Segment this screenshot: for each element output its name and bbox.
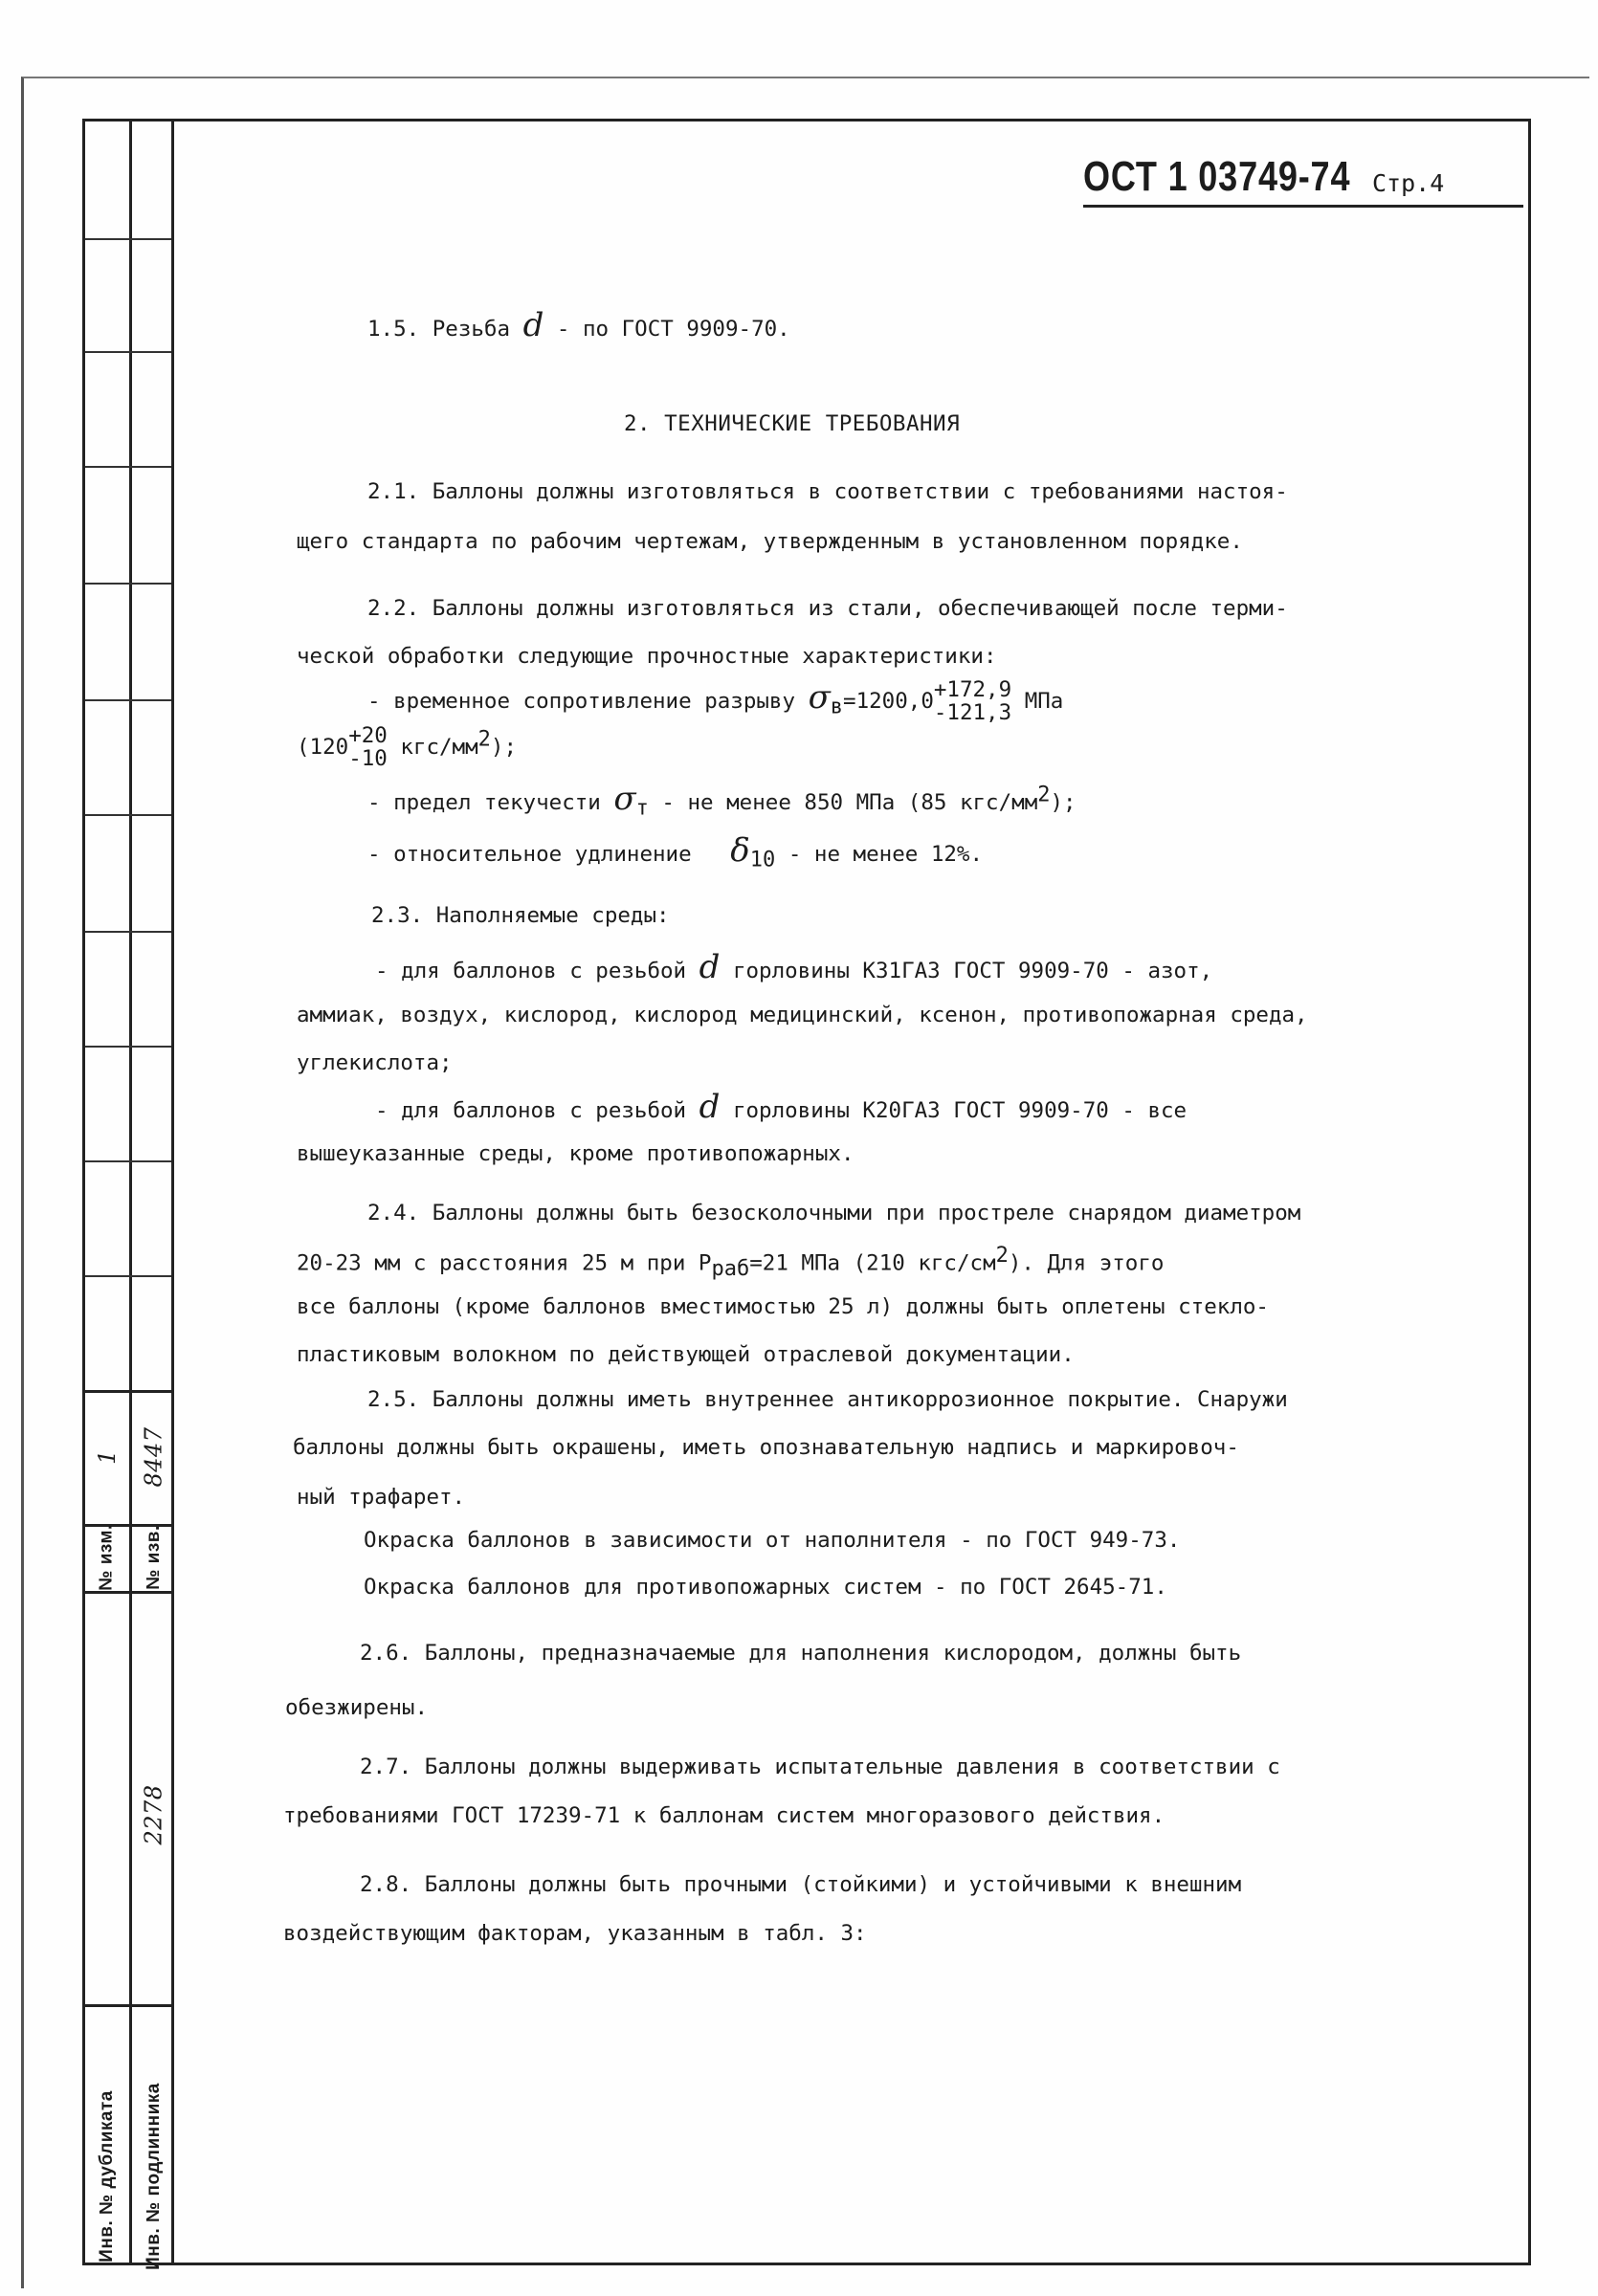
tensile-strength: - временное сопротивление разрыву $\sigma_в=1200,0$ +172,9 -121,3 МПа [367,677,1064,725]
clause-2-4-line4: пластиковым волокном по действующей отраслевой документации. [297,1342,1075,1367]
clause-2-3-title: 2.3. Наполняемые среды: [371,903,670,928]
clause-2-4-line3: все баллоны (кроме баллонов вместимостью 25 л) должны быть оплетены стекло- [297,1294,1269,1319]
clause-2-3-a: - для баллонов с резьбой d горловины К31ГАЗ ГОСТ 9909-70 - азот, [375,948,1213,986]
dublikat-label-cell [85,2092,129,2261]
podlinnik-label: Инв. № подлинника [144,2083,164,2270]
clause-2-7-line1: 2.7. Баллоны должны выдерживать испытательные давления в соответствии с [360,1755,1280,1779]
clause-2-2-line1: 2.2. Баллоны должны изготовляться из стали, обеспечивающей после терми- [367,596,1288,621]
clause-2-4-line2: 20-23 мм с расстояния 25 м при $Р_{раб}=21$ МПа (210 кгс/$см^2$). Для этого [297,1244,1165,1281]
clause-2-3-b: - для баллонов с резьбой d горловины К20ГАЗ ГОСТ 9909-70 - все [375,1088,1187,1126]
clause-2-5-line3: ный трафарет. [297,1485,466,1510]
clause-2-3-b-line2: вышеуказанные среды, кроме противопожарных. [297,1141,854,1166]
page-label: Стр.4 [1372,169,1445,197]
clause-2-2-line2: ческой обработки следующие прочностные характеристики: [297,644,997,669]
clause-2-5-line2: баллоны должны быть окрашены, иметь опознавательную надпись и маркировоч- [293,1435,1239,1460]
yield-strength: - предел текучести $\sigma_т$ - не менее 850 МПа (85 кгс/$мм^2$); [367,780,1076,821]
clause-2-3-a-line3: углекислота; [297,1050,453,1075]
izv-value-cell [132,1390,176,1524]
izv-label-cell [132,1524,176,1591]
clause-2-3-a-line2: аммиак, воздух, кислород, кислород медицинский, ксенон, противопожарная среда, [297,1003,1308,1027]
clause-2-8-line1: 2.8. Баллоны должны быть прочными (стойкими) и устойчивыми к внешним [360,1872,1242,1897]
izv-label: № изв. [144,1525,165,1590]
page-header [1083,153,1523,208]
delta-symbol: δ [730,831,750,870]
strip-divider [129,121,132,2263]
thread-symbol: d [699,1088,721,1126]
clause-2-1-line2: щего стандарта по рабочим чертежам, утвержденным в установленном порядке. [297,529,1243,554]
clause-1-5: 1.5. Резьба d - по ГОСТ 9909-70. [367,306,790,344]
sigma-t-symbol: σ [613,780,636,818]
margin-strip [82,119,174,2270]
thread-symbol: d [522,306,544,344]
izm-label: № изм. [97,1524,118,1591]
section-title: 2. ТЕХНИЧЕСКИЕ ТРЕБОВАНИЯ [624,411,961,436]
clause-2-6-line2: обезжирены. [285,1695,429,1720]
podlinnik-value: 2278 [141,1784,168,1845]
sigma-b-symbol: σ [808,678,831,718]
clause-2-7-line2: требованиями ГОСТ 17239-71 к баллонам систем многоразового действия. [283,1803,1165,1828]
izm-label-cell [85,1524,129,1591]
clause-2-4-line1: 2.4. Баллоны должны быть безосколочными при простреле снарядом диаметром [367,1201,1301,1225]
izm-value-cell [85,1390,129,1524]
clause-2-6-line1: 2.6. Баллоны, предназначаемые для наполнения кислородом, должны быть [360,1641,1242,1666]
podlinnik-value-cell [132,1690,176,1939]
clause-2-5-paint1: Окраска баллонов в зависимости от наполнителя - по ГОСТ 949-73. [364,1528,1181,1553]
elongation: - относительное удлинение $\delta_{10}$ - не менее 12%. [367,831,984,872]
clause-2-5-paint2: Окраска баллонов для противопожарных систем - по ГОСТ 2645-71. [364,1575,1167,1600]
doc-code: ОСТ 1 03749-74 [1083,153,1351,200]
podlinnik-label-cell [132,2083,176,2270]
tensile-strength-kgf: (120 +20 -10 кгс/$мм^2$); [297,723,517,771]
clause-2-5-line1: 2.5. Баллоны должны иметь внутреннее антикоррозионное покрытие. Снаружи [367,1387,1288,1412]
dublikat-label: Инв. № дубликата [97,2090,117,2263]
clause-2-8-line2: воздействующим факторам, указанным в табл. 3: [283,1921,867,1946]
izv-value: 8447 [141,1426,168,1488]
clause-2-1-line1: 2.1. Баллоны должны изготовляться в соответствии с требованиями настоя- [367,479,1288,504]
thread-symbol: d [699,948,721,986]
izm-value: 1 [94,1449,121,1465]
